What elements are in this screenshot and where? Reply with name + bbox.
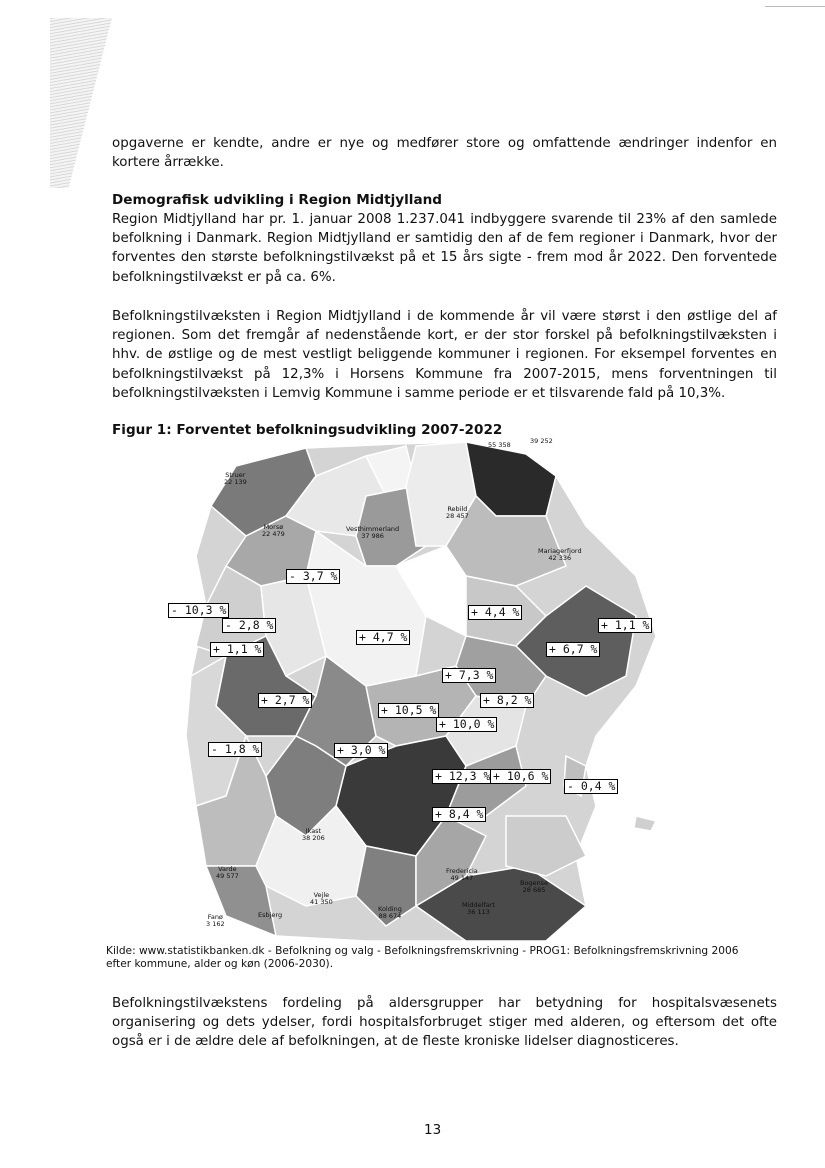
- place-label: Ikast 38 206: [302, 827, 325, 842]
- figure-caption: Kilde: www.statistikbanken.dk - Befolkning og valg - Befolkningsfremskrivning - PROG1: Befolkningsfremskrivning 2006 efter kommune, alder og køn (2006-2030).: [106, 945, 739, 970]
- figure-title: Figur 1: Forventet befolkningsudvikling 2007-2022: [112, 422, 503, 438]
- place-label: Vesthimmerland 37 986: [346, 525, 400, 540]
- growth-label: - 3,7 %: [286, 569, 340, 584]
- growth-label: - 0,4 %: [564, 779, 618, 794]
- place-label: Middelfart 36 113: [462, 901, 495, 916]
- growth-label: - 10,3 %: [168, 603, 229, 618]
- place-label: Varde 49 577: [216, 865, 239, 880]
- growth-label: + 6,7 %: [546, 642, 600, 657]
- place-label: 39 252: [530, 437, 553, 445]
- growth-label: - 1,8 %: [208, 742, 262, 757]
- place-label: Fredericia 49 147: [446, 867, 478, 882]
- growth-label: + 10,0 %: [436, 717, 497, 732]
- scan-shadow: [50, 18, 112, 188]
- section-heading: Demografisk udvikling i Region Midtjylland: [112, 192, 443, 208]
- page-number: 13: [424, 1122, 442, 1138]
- place-label: Mariagerfjord 42 336: [538, 547, 582, 562]
- place-label: Esbjerg: [258, 911, 283, 919]
- intro-paragraph: opgaverne er kendte, andre er nye og medfører store og omfattende ændringer indenfor en kortere årrække.: [112, 136, 777, 171]
- place-label: Bogense 28 685: [520, 879, 549, 894]
- population-map: [166, 436, 664, 946]
- scan-border-line: [765, 6, 825, 7]
- growth-label: + 8,2 %: [480, 693, 534, 708]
- growth-label: + 12,3 %: [432, 769, 493, 784]
- growth-label: + 10,6 %: [490, 769, 551, 784]
- growth-label: + 3,0 %: [334, 743, 388, 758]
- place-label: 55 358: [488, 441, 511, 449]
- growth-label: + 4,7 %: [356, 630, 410, 645]
- paragraph-2: Befolkningstilvæksten i Region Midtjylland i de kommende år vil være størst i den østlige del af regionen. Som det fremgår af nedenstående kort, er der stor forskel på befolkningstilvæksten i hhv. de østlige og de mest vestligt beliggende kommuner i regionen. For eksempel forventes en befolkningstilvækst på 12,3% i Horsens Kommune fra 2007-2015, mens forventningen til befolkningstilvæksten i Lemvig Kommune i samme periode er et tilsvarende fald på 10,3%.: [112, 309, 777, 401]
- growth-label: + 10,5 %: [378, 703, 439, 718]
- growth-label: + 7,3 %: [442, 668, 496, 683]
- place-label: Struer 22 139: [224, 471, 247, 486]
- growth-label: + 8,4 %: [432, 807, 486, 822]
- place-label: Morsø 22 479: [262, 523, 285, 538]
- map-regions: [166, 436, 664, 946]
- growth-label: + 2,7 %: [258, 693, 312, 708]
- growth-label: - 2,8 %: [222, 618, 276, 633]
- map-island: [634, 816, 656, 831]
- place-label: Kolding 88 674: [378, 905, 402, 920]
- paragraph-3: Befolkningstilvækstens fordeling på aldersgrupper har betydning for hospitalsvæsenets organisering og dets ydelser, fordi hospitalsforbruget stiger med alderen, og eftersom det ofte også er i de ældre dele af befolkningen, at de fleste kroniske lidelser diagnosticeres.: [112, 996, 777, 1050]
- growth-label: + 1,1 %: [210, 642, 264, 657]
- growth-label: + 4,4 %: [468, 605, 522, 620]
- place-label: Vejle 41 350: [310, 891, 333, 906]
- place-label: Fanø 3 162: [206, 913, 225, 928]
- place-label: Rebild 28 457: [446, 505, 469, 520]
- paragraph-1: Region Midtjylland har pr. 1. januar 2008 1.237.041 indbyggere svarende til 23% af den samlede befolkning i Danmark. Region Midtjylland er samtidig den af de fem regioner i Danmark, hvor der forventes den største befolkningstilvækst på et 15 års sigte - frem mod år 2022. Den forventede befolkningstilvækst er på ca. 6%.: [112, 212, 777, 285]
- growth-label: + 1,1 %: [598, 618, 652, 633]
